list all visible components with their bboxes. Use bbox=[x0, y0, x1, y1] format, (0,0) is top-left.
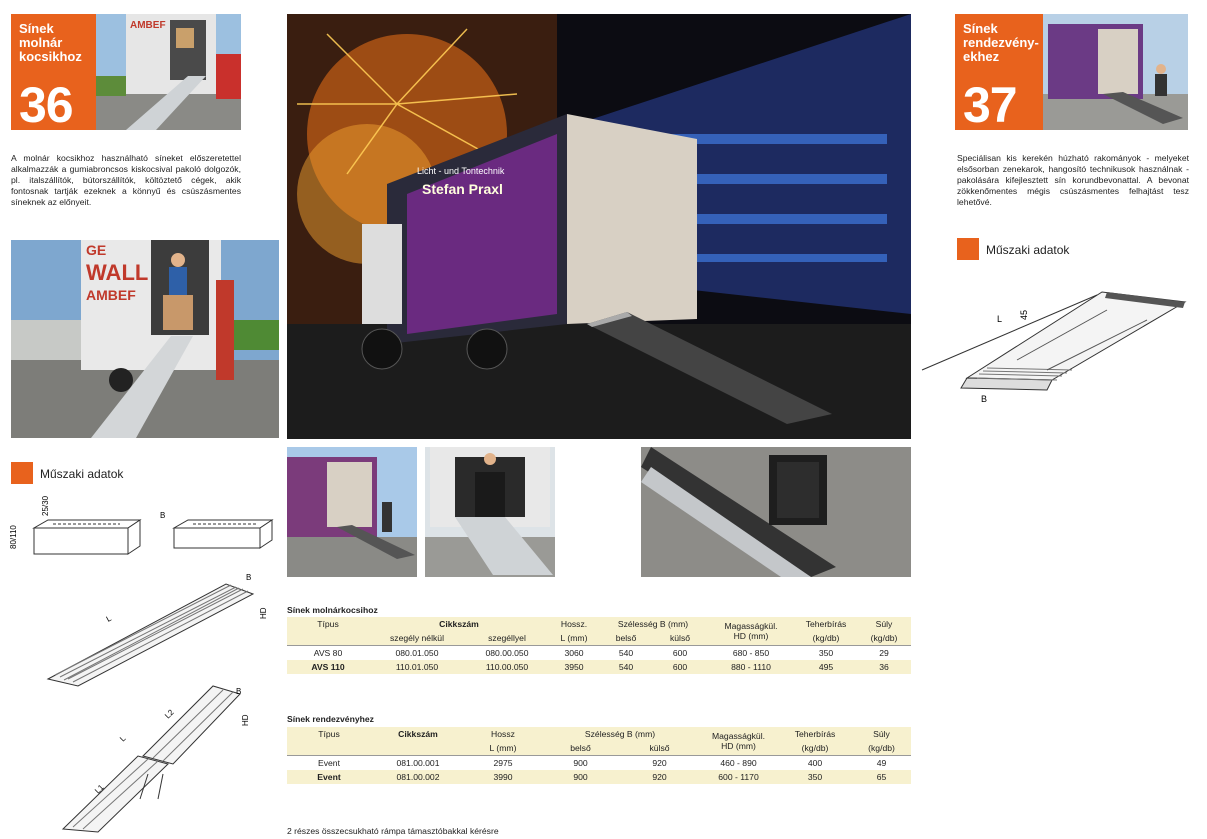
dim-l1: L1 bbox=[93, 782, 106, 796]
event-truck-hero-photo bbox=[287, 14, 911, 439]
th-suly-unit-2: (kg/db) bbox=[852, 741, 911, 756]
event-truck-photo-small bbox=[1043, 14, 1188, 130]
dim-25-30: 25/30 bbox=[41, 495, 50, 516]
section-37-number: 37 bbox=[963, 77, 1017, 133]
th-kulso: külső bbox=[653, 631, 707, 646]
th-hossz: Hossz. bbox=[549, 617, 599, 631]
th-szegellyel: szegéllyel bbox=[465, 631, 549, 646]
section-36-badge bbox=[11, 14, 96, 133]
dim-l-fold: L bbox=[118, 733, 128, 744]
th-teherbiras-2: Teherbírás bbox=[778, 727, 852, 741]
dim-hd-fold: HD bbox=[241, 714, 250, 726]
th-cikkszam: Cikkszám bbox=[369, 617, 549, 631]
th-magassag-2: Magasságkül. HD (mm) bbox=[699, 727, 778, 756]
dim-80-110: 80/110 bbox=[9, 525, 18, 549]
dim-b-top: B bbox=[160, 511, 166, 520]
truck-text-2: Stefan Praxl bbox=[422, 181, 503, 197]
tech-data-marker-36 bbox=[11, 462, 33, 484]
section-37-badge bbox=[955, 14, 1043, 133]
event-ramp-speaker-photo bbox=[641, 447, 911, 577]
event-ramp-photo-2 bbox=[425, 447, 555, 577]
dim-hd: HD bbox=[259, 607, 268, 619]
truck-lettering: AMBEF bbox=[130, 20, 166, 31]
th-tipus-2: Típus bbox=[287, 727, 371, 741]
table-row: AVS 110 110.01.050 110.00.050 3950 540 600 880 - 1110 495 36 bbox=[287, 660, 911, 674]
table-2-title: Sínek rendezvényhez bbox=[287, 714, 374, 724]
ramp-drawing-37 bbox=[917, 280, 1192, 415]
tech-data-label-36: Műszaki adatok bbox=[40, 467, 124, 481]
table-row: AVS 80 080.01.050 080.00.050 3060 540 600 680 - 850 350 29 bbox=[287, 646, 911, 661]
section-37-title: Sínek rendezvény- ekhez bbox=[963, 21, 1039, 64]
section-36-description: A molnár kocsikhoz használható síneket előszeretettel alkalmazzák a gumiabroncsos kiskocsival pakoló dolgozók, pl. italszállítók, bútorszállítók, költöztető cégek, akik fontosnak tartják ezeknek a könnyű és csúszásmentes síneknek az előnyeit. bbox=[11, 153, 241, 207]
th-kulso-2: külső bbox=[620, 741, 699, 756]
footnote: 2 részes összecsukható rámpa támasztóbakkal kérésre bbox=[287, 826, 499, 836]
th-szegely-nelkul: szegély nélkül bbox=[369, 631, 465, 646]
truck-lettering-wall: WALL bbox=[86, 260, 149, 285]
th-teherbiras-unit-2: (kg/db) bbox=[778, 741, 852, 756]
table-row: Event 081.00.001 2975 900 920 460 - 890 400 49 bbox=[287, 756, 911, 771]
th-tipus: Típus bbox=[287, 617, 369, 631]
section-37-description: Speciálisan kis kerekén húzható rakományok - melyeket elsősorban zenekarok, hangosító technikusok használnak - pakolására kifejlesztett sín korundbevonattal. A bevonat zökkenőmentes mégis csúszásmentes felhajtást tesz lehetővé. bbox=[957, 153, 1189, 207]
truck-lettering-ge: GE bbox=[86, 242, 107, 258]
truck-text-1: Licht - und Tontechnik bbox=[417, 166, 505, 176]
th-teherbiras-unit: (kg/db) bbox=[795, 631, 857, 646]
th-belso-2: belső bbox=[541, 741, 620, 756]
ramp-drawings-36 bbox=[8, 494, 280, 834]
table-2-grid bbox=[287, 727, 911, 784]
th-suly-2: Súly bbox=[852, 727, 911, 741]
event-ramp-photo-1 bbox=[287, 447, 417, 577]
th-suly-unit: (kg/db) bbox=[857, 631, 911, 646]
dim-45-37: 45 bbox=[1019, 309, 1029, 320]
table-row: Event 081.00.002 3990 900 920 600 - 1170 350 65 bbox=[287, 770, 911, 784]
dim-b-fold: B bbox=[236, 687, 242, 696]
th-szelesseg-2: Szélesség B (mm) bbox=[541, 727, 699, 741]
th-suly: Súly bbox=[857, 617, 911, 631]
truck-ramp-photo-small bbox=[96, 14, 241, 130]
th-cikkszam-2: Cikkszám bbox=[371, 727, 465, 741]
section-36-number: 36 bbox=[19, 77, 73, 133]
th-hossz-unit-2: L (mm) bbox=[465, 741, 541, 756]
dim-b-37: B bbox=[981, 394, 988, 404]
truck-lettering-ambef: AMBEF bbox=[86, 287, 136, 303]
dim-b: B bbox=[246, 573, 252, 582]
th-hossz-unit: L (mm) bbox=[549, 631, 599, 646]
dim-l-37: L bbox=[997, 314, 1003, 324]
dim-l2: L2 bbox=[163, 707, 176, 721]
th-hossz-2: Hossz bbox=[465, 727, 541, 741]
th-teherbiras: Teherbírás bbox=[795, 617, 857, 631]
tech-data-marker-37 bbox=[957, 238, 979, 260]
th-szelesseg: Szélesség B (mm) bbox=[599, 617, 707, 631]
tech-data-label-37: Műszaki adatok bbox=[986, 243, 1070, 257]
th-belso: belső bbox=[599, 631, 653, 646]
table-1 bbox=[287, 617, 911, 674]
truck-worker-photo bbox=[11, 240, 279, 438]
dim-l: L bbox=[104, 613, 113, 624]
table-1-title: Sínek molnárkocsihoz bbox=[287, 605, 378, 615]
section-36-title: Sínek molnár kocsikhoz bbox=[19, 21, 82, 64]
table-2 bbox=[287, 727, 911, 784]
table-1-grid bbox=[287, 617, 911, 674]
th-magassag: Magasságkül. HD (mm) bbox=[707, 617, 795, 646]
